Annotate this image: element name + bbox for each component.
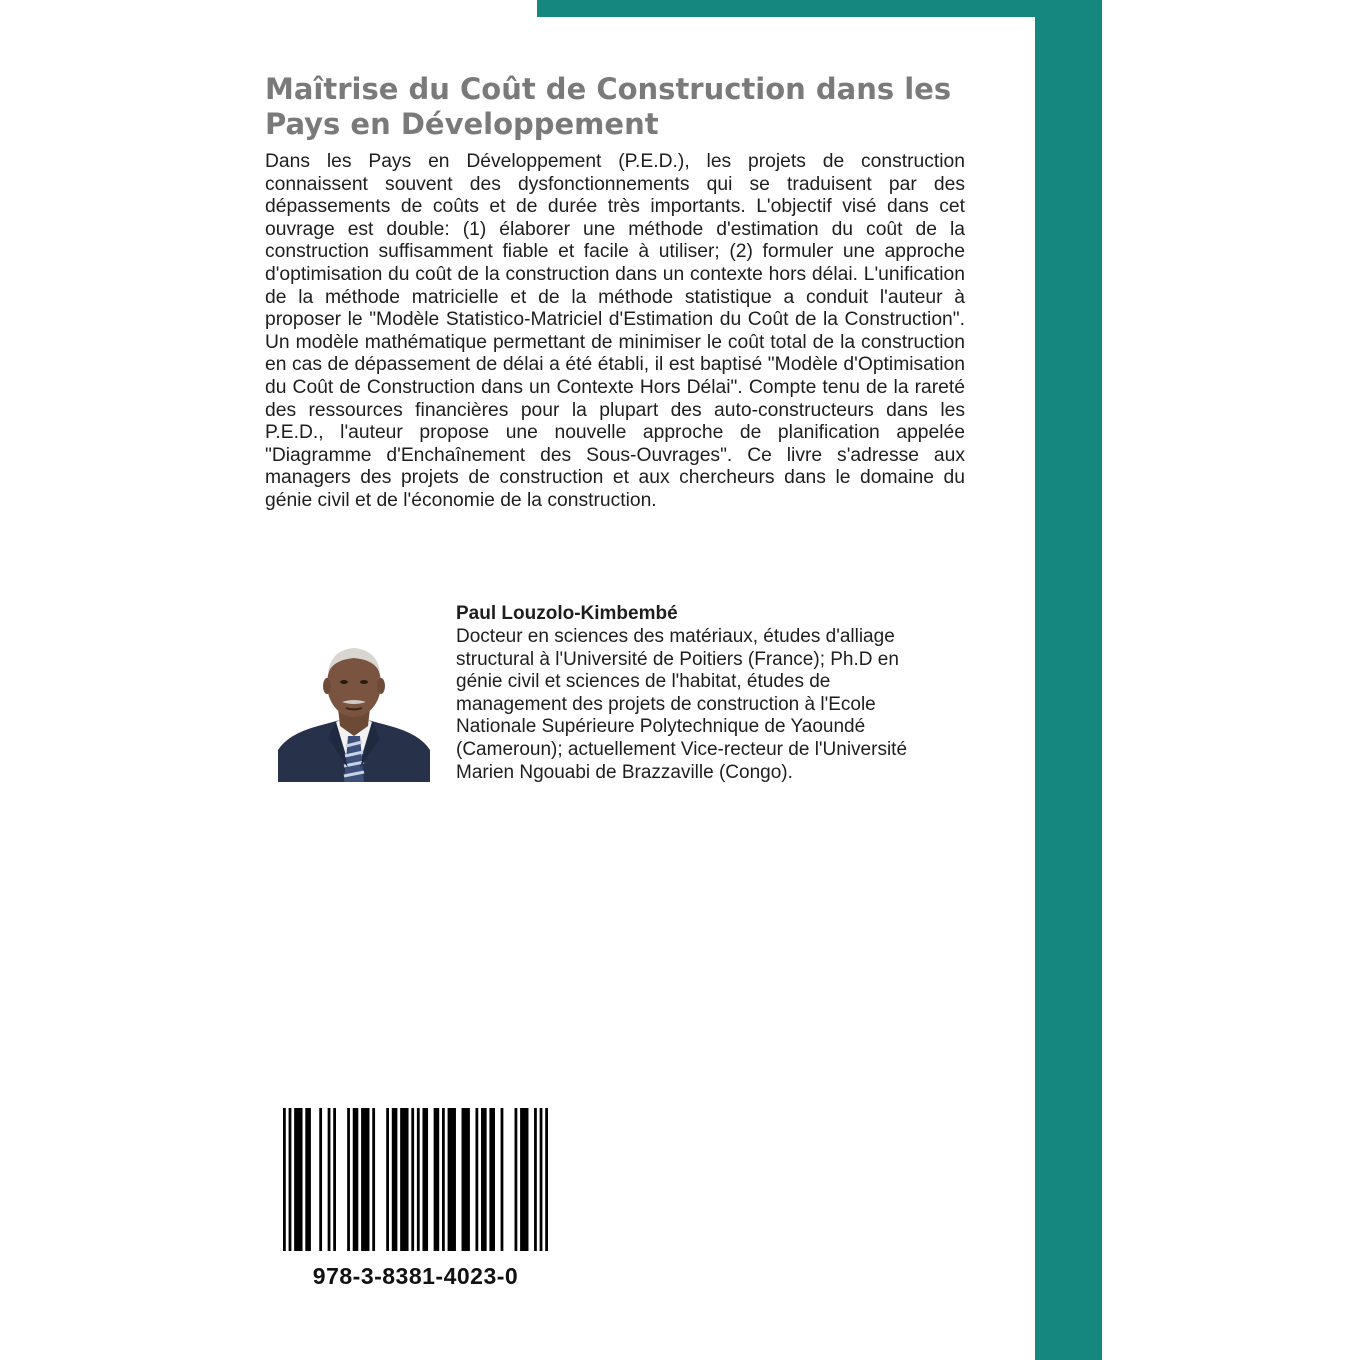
barcode-bar — [319, 1108, 322, 1251]
barcode-bar — [353, 1108, 359, 1251]
barcode-bar — [283, 1108, 286, 1251]
barcode-bar — [294, 1108, 302, 1251]
author-bio-line: génie civil et sciences de l'habitat, études de — [456, 671, 831, 693]
barcode-bar — [422, 1108, 428, 1251]
barcode-bar — [481, 1108, 487, 1251]
author-bio-line: (Cameroun); actuellement Vice-recteur de l'Université — [456, 738, 908, 760]
author-portrait-image — [278, 638, 430, 782]
barcode-bar — [520, 1108, 528, 1251]
author-bio-line: Docteur en sciences des matériaux, études d'alliage — [456, 626, 895, 647]
barcode-bar — [361, 1108, 369, 1251]
barcode-bar — [462, 1108, 470, 1251]
barcode-bar — [417, 1108, 420, 1251]
top-color-band — [537, 0, 1102, 17]
author-name: Paul Louzolo-Kimbembé — [456, 603, 678, 624]
barcode-bar — [333, 1108, 336, 1251]
barcode-bar — [305, 1108, 311, 1251]
spine-color-band — [1035, 0, 1102, 1360]
book-title — [265, 72, 965, 142]
barcode-bar — [392, 1108, 398, 1251]
barcode-bar — [545, 1108, 548, 1251]
barcode-bar — [411, 1108, 414, 1251]
barcode-bar — [434, 1108, 440, 1251]
barcode-bar — [372, 1108, 375, 1251]
barcode-bar — [475, 1108, 478, 1251]
book-description: Dans les Pays en Développement (P.E.D.), les projets de construction connaissent souvent des dysfonctionnements qui se traduisent par des dépassements de coûts et de durée très importants. L'objectif visé dans cet ouvrage est double: (1) élaborer une méthode d'estimation du coût de la construction suffisamment fiable et facile à utiliser; (2) formuler une approche d'optimisation du coût de la construction dans un contexte hors délai. L'unification de la méthode matricielle et de la méthode statistique a conduit l'auteur à proposer le "Modèle Statistico-Matriciel d'Estimation du Coût de la Construction". Un modèle mathématique permettant de minimiser le coût total de la construction en cas de dépassement de délai a été établi, il est baptisé "Modèle d'Optimisation du Coût de Construction dans un Contexte Hors Délai". Compte tenu de la rareté des ressources financières pour la plupart des auto-constructeurs dans les P.E.D., l'auteur propose une nouvelle approche de planification appelée "Diagramme d'Enchaînement des Sous-Ouvrages". Ce livre s'adresse aux managers des projets de construction et aux chercheurs dans le domaine du génie civil et de l'économie de la construction. — [265, 151, 965, 511]
author-bio-line: management des projets de construction à l'Ecole — [456, 693, 876, 715]
barcode-bar — [540, 1108, 543, 1251]
barcode-bar — [442, 1108, 445, 1251]
author-bio-line: Marien Ngouabi de Brazzaville (Congo). — [456, 761, 793, 783]
barcode-bar — [400, 1108, 408, 1251]
author-info — [456, 602, 976, 784]
barcode-bar — [347, 1108, 350, 1251]
author-photo — [278, 638, 430, 782]
isbn-barcode — [283, 1108, 548, 1251]
author-bio — [456, 626, 976, 784]
book-title-line: Pays en Développement — [265, 107, 659, 141]
book-title-line: Maîtrise du Coût de Construction dans les — [265, 72, 952, 106]
barcode-bar — [386, 1108, 389, 1251]
barcode-bar — [515, 1108, 518, 1251]
isbn-number: 978-3-8381-4023-0 — [312, 1263, 519, 1289]
barcode-bar — [501, 1108, 504, 1251]
barcode-bar — [534, 1108, 537, 1251]
author-bio-line: Nationale Supérieure Polytechnique de Yaoundé — [456, 716, 866, 738]
barcode-bar — [448, 1108, 456, 1251]
author-bio-line: structural à l'Université de Poitiers (France); Ph.D en — [456, 648, 899, 670]
barcode-bar — [328, 1108, 331, 1251]
barcode-bar — [289, 1108, 292, 1251]
barcode-bar — [489, 1108, 495, 1251]
